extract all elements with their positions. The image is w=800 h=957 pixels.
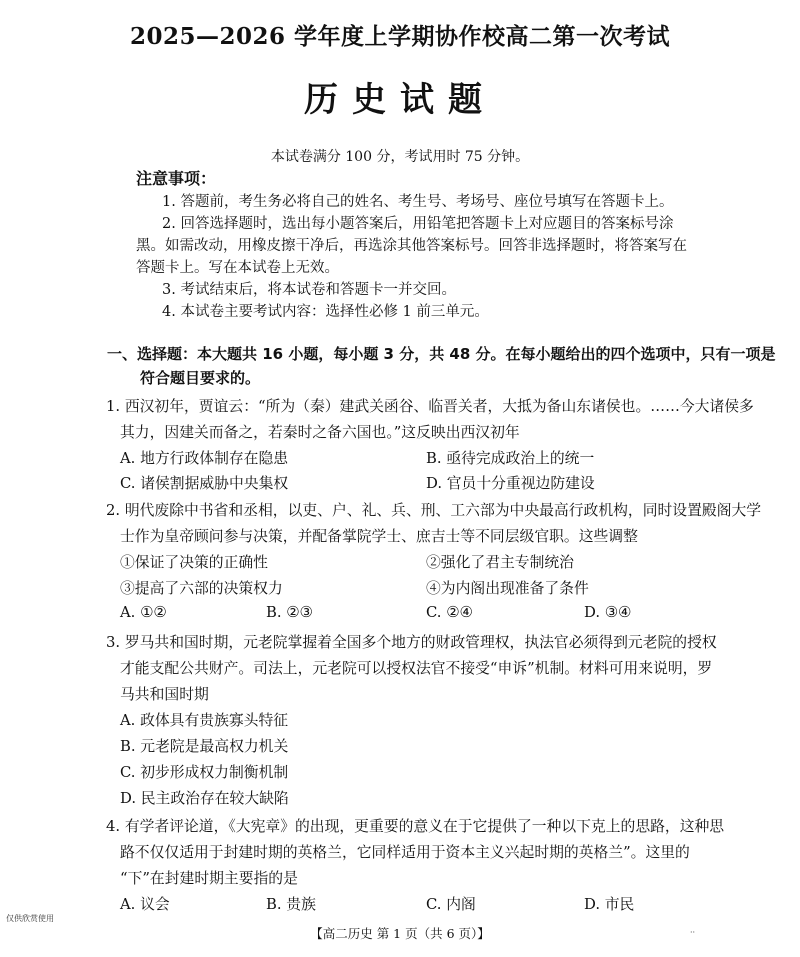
question-2-stem: 2. 明代废除中书省和丞相，以吏、户、礼、兵、刑、工六部为中央最高行政机构，同时设置殿阁大学: [106, 502, 762, 519]
question-2-statement-3: ③提高了六部的决策权力: [120, 580, 283, 597]
notice-heading: 注意事项：: [136, 169, 217, 188]
side-note: 仅供欣赏使用: [6, 914, 54, 923]
question-3-option-b: B. 元老院是最高权力机关: [120, 738, 289, 755]
question-1-stem: 1. 西汉初年，贾谊云：“所为（秦）建武关函谷、临晋关者，大抵为备山东诸侯也。……今大诸侯多: [106, 398, 754, 415]
notice-line: 2. 回答选择题时，选出每小题答案后，用铅笔把答题卡上对应题目的答案标号涂: [162, 216, 674, 232]
question-4-option-a: A. 议会: [120, 896, 170, 913]
notice-line: 黑。如需改动，用橡皮擦干净后，再选涂其他答案标号。回答非选择题时，将答案写在: [136, 238, 687, 254]
exam-title: 2025—2026 学年度上学期协作校高二第一次考试: [129, 23, 671, 50]
question-3-option-c: C. 初步形成权力制衡机制: [120, 764, 289, 781]
section-heading: 一、选择题：本大题共 16 小题，每小题 3 分，共 48 分。在每小题给出的四个选项中，只有一项是: [107, 345, 776, 363]
question-3-stem: 3. 罗马共和国时期，元老院掌握着全国多个地方的财政管理权，执法官必须得到元老院的授权: [106, 634, 717, 651]
score-info: 本试卷满分 100 分，考试用时 75 分钟。: [270, 149, 530, 165]
question-2-stem-cont: 士作为皇帝顾问参与决策，并配备掌院学士、庶吉士等不同层级官职。这些调整: [120, 528, 638, 545]
question-4-stem: 4. 有学者评论道，《大宪章》的出现，更重要的意义在于它提供了一种以下克上的思路，这种思: [106, 818, 725, 835]
question-4-stem-cont: 路不仅仅适用于封建时期的英格兰，它同样适用于资本主义兴起时期的英格兰”。这里的: [120, 844, 690, 861]
corner-mark: ··: [690, 928, 696, 937]
notice-line: 4. 本试卷主要考试内容：选择性必修 1 前三单元。: [162, 304, 489, 320]
question-3-stem-cont2: 马共和国时期: [120, 686, 209, 703]
question-1-stem-cont: 其力，因建关而备之，若秦时之备六国也。”这反映出西汉初年: [120, 424, 520, 441]
question-2-statement-1: ①保证了决策的正确性: [120, 554, 268, 571]
question-3-option-a: A. 政体具有贵族寡头特征: [120, 712, 289, 729]
question-2-statement-2: ②强化了君主专制统治: [426, 554, 574, 571]
notice-line: 1. 答题前，考生务必将自己的姓名、考生号、考场号、座位号填写在答题卡上。: [162, 194, 674, 210]
notice-line: 答题卡上。写在本试卷上无效。: [136, 260, 339, 276]
subject-title: 历史试题: [304, 80, 496, 120]
question-2-option-a: A. ①②: [120, 604, 167, 621]
question-2-statement-4: ④为内阁出现准备了条件: [426, 580, 589, 597]
section-heading-cont: 符合题目要求的。: [140, 369, 261, 387]
question-3-option-d: D. 民主政治存在较大缺陷: [120, 790, 289, 807]
question-1-option-b: B. 亟待完成政治上的统一: [426, 450, 595, 467]
question-1-option-d: D. 官员十分重视边防建设: [426, 475, 595, 492]
question-1-option-c: C. 诸侯割据威胁中央集权: [120, 475, 289, 492]
question-4-option-c: C. 内阁: [426, 896, 476, 913]
page-footer: 【高二历史 第 1 页（共 6 页）】: [310, 926, 490, 941]
question-2-option-b: B. ②③: [266, 604, 313, 621]
question-1-option-a: A. 地方行政体制存在隐患: [120, 450, 289, 467]
question-4-stem-cont2: “下”在封建时期主要指的是: [120, 870, 298, 887]
question-4-option-d: D. 市民: [584, 896, 635, 913]
question-2-option-d: D. ③④: [584, 604, 632, 621]
question-2-option-c: C. ②④: [426, 604, 473, 621]
question-4-option-b: B. 贵族: [266, 896, 316, 913]
question-3-stem-cont: 才能支配公共财产。司法上，元老院可以授权法官不接受“申诉”机制。材料可用来说明，罗: [120, 660, 713, 677]
notice-line: 3. 考试结束后，将本试卷和答题卡一并交回。: [162, 282, 456, 298]
